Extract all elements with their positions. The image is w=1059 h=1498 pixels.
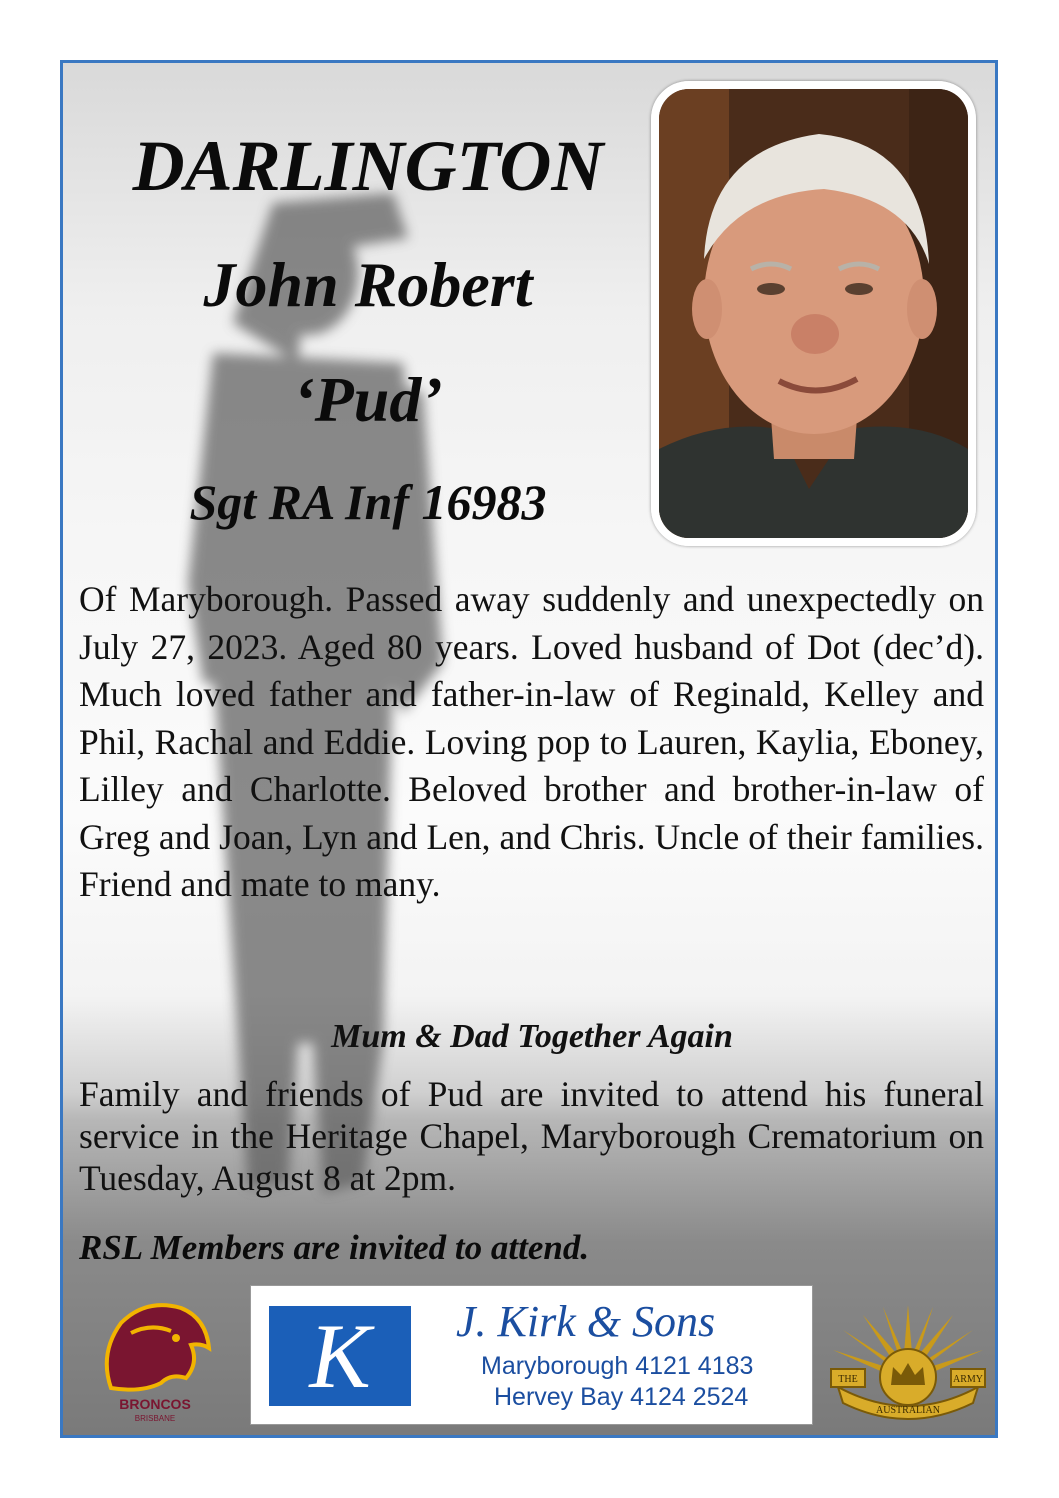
death-notice-text: Of Maryborough. Passed away suddenly and unexpectedly on July 27, 2023. Aged 80 years. Loved husband of Dot (dec’d). Much loved father and father-in-law of Reginald, Kelley and Phil, Rachal and Eddie. Loving pop to Lauren, Kaylia, Eboney, Lilley and Charlotte. Beloved brother and brother-in-law of Greg and Joan, Lyn and Len, and Chris. Uncle of their families. Friend and mate to many. [79, 579, 984, 904]
service-rank-heading: Sgt RA Inf 16983 [189, 474, 547, 530]
broncos-logo-text: BRONCOS [119, 1396, 191, 1412]
broncos-logo [91, 1293, 219, 1425]
funeral-director-logo [250, 1285, 813, 1425]
army-badge-text-right: ARMY [952, 1374, 984, 1385]
notice-frame [60, 60, 998, 1438]
australian-army-badge [823, 1295, 993, 1425]
phone-hervey-bay: Hervey Bay 4124 2524 [494, 1383, 749, 1411]
rsl-invitation: RSL Members are invited to attend. [79, 1228, 590, 1267]
given-names-heading: John Robert [203, 249, 533, 320]
broncos-logo-subtext: BRISBANE [134, 1414, 176, 1423]
surname-heading: DARLINGTON [132, 126, 604, 206]
k-monogram-box [269, 1306, 411, 1406]
phone-maryborough: Maryborough 4121 4183 [481, 1352, 754, 1380]
nickname-heading: ‘Pud’ [293, 364, 443, 435]
funeral-service-text: Family and friends of Pud are invited to attend his funeral service in the Heritage Chapel, Maryborough Crematorium on Tuesday, August 8 at 2pm. [79, 1074, 984, 1198]
portrait-illustration [659, 89, 968, 538]
army-badge-text-bottom: AUSTRALIAN [876, 1405, 940, 1416]
tagline: Mum & Dad Together Again [331, 1018, 733, 1055]
portrait-photo [651, 81, 976, 546]
army-badge-text-left: THE [838, 1374, 858, 1385]
k-monogram: K [309, 1305, 371, 1407]
funeral-director-name: J. Kirk & Sons [456, 1297, 716, 1346]
